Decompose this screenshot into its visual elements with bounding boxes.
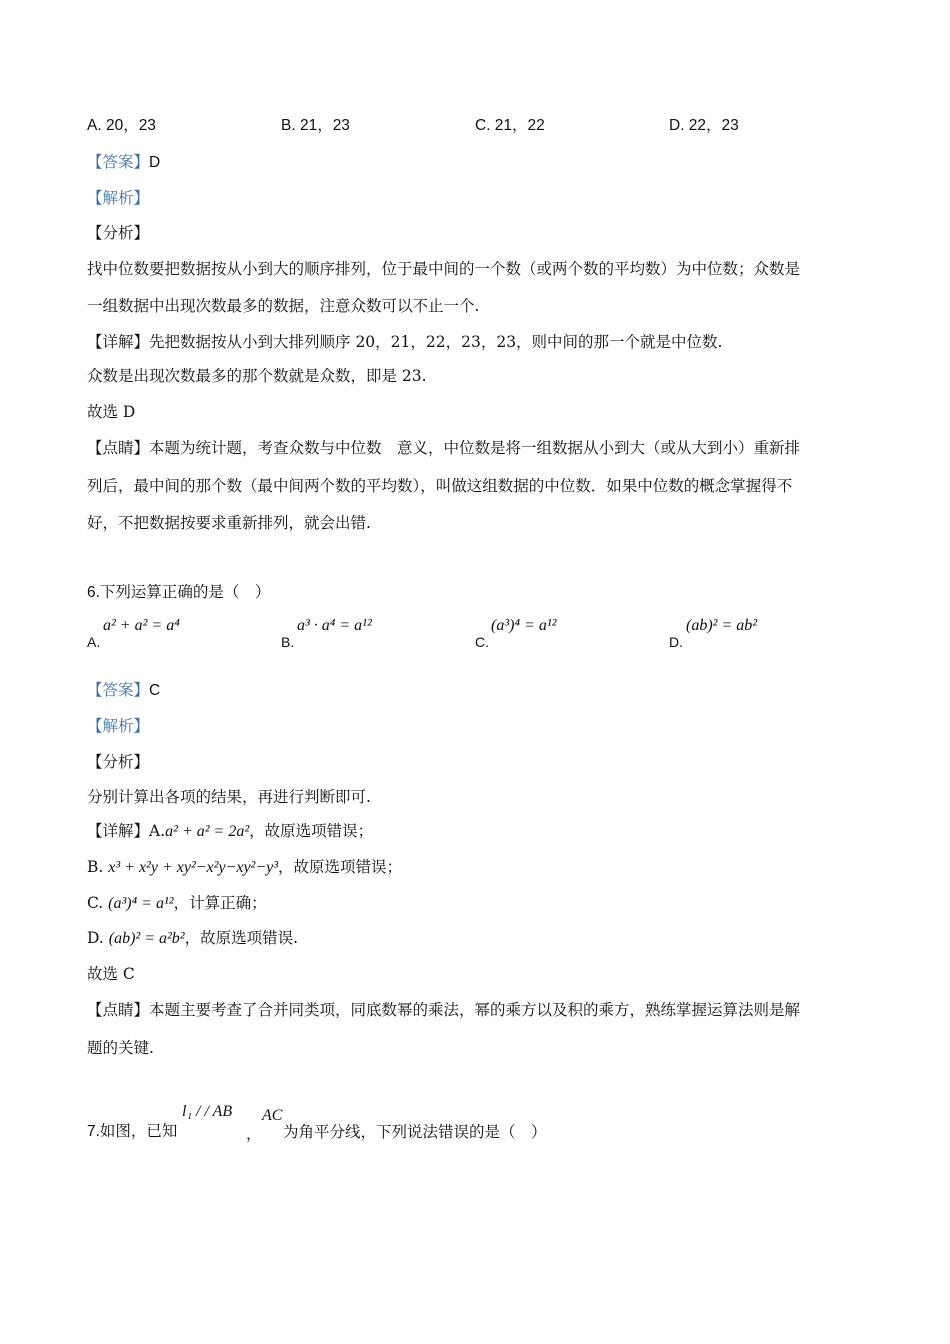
answer-tag: 【答案】 (87, 153, 150, 171)
dianjing-tag: 【点睛】 (87, 1001, 150, 1019)
q6-fenxi-text: 分别计算出各项的结果，再进行判断即可. (87, 788, 371, 806)
q6-option-b-label: B. (281, 634, 295, 650)
q7-prefix: 7.如图，已知 (87, 1123, 178, 1140)
q5-option-a: A. 20，23 (87, 117, 156, 134)
q6-dianjing (87, 1000, 800, 1020)
answer-value: C (149, 682, 161, 699)
item-math: (ab)² = a²b² (108, 930, 185, 947)
q6-option-c-label: C. (475, 634, 489, 650)
q5-choice: 故选 D (87, 403, 136, 421)
q5-dianjing-line3: 好，不把数据按要求重新排列，就会出错. (87, 514, 371, 532)
q5-dianjing (87, 438, 800, 458)
xiangjie-tag: 【详解】 (87, 822, 150, 840)
xiangjie-tag: 【详解】 (87, 333, 150, 351)
q5-option-d: D. 22，23 (669, 117, 739, 134)
q6-answer (87, 680, 160, 701)
item-math: a² + a² = 2a² (165, 823, 250, 840)
q6-xiangjie-c (87, 893, 267, 914)
q5-xiangjie-line2: 众数是出现次数最多的那个数就是众数，即是 23. (87, 367, 427, 385)
q5-dianjing-line2: 列后，最中间的那个数（最中间两个数的平均数），叫做这组数据的中位数．如果中位数的概念掌握得不 (87, 477, 793, 495)
item-prefix: A. (149, 822, 166, 840)
q5-fenxi-line2: 一组数据中出现次数最多的数据，注意众数可以不止一个. (87, 297, 480, 315)
q5-option-b: B. 21，23 (281, 117, 350, 134)
q6-stem: 6.下列运算正确的是（ ） (87, 584, 271, 601)
item-math: (a³)⁴ = a¹² (108, 895, 174, 912)
q6-option-a-math: a² + a² = a⁴ (103, 617, 180, 634)
q6-xiangjie-a (87, 821, 373, 842)
item-prefix: D. (87, 929, 109, 947)
q6-fenxi-tag: 【分析】 (87, 753, 150, 771)
q5-fenxi-tag: 【分析】 (87, 224, 150, 242)
item-math: x³ + x²y + xy²−x²y−xy²−y³ (108, 859, 279, 876)
item-prefix: C. (87, 894, 109, 912)
q6-option-d-label: D. (669, 634, 683, 650)
item-suffix: ，故原选项错误. (184, 929, 299, 947)
q6-jiexi-tag: 【解析】 (87, 717, 150, 735)
q5-jiexi-tag: 【解析】 (87, 189, 150, 207)
xiangjie-text: 先把数据按从小到大排列顺序 20，21，22，23，23，则中间的那一个就是中位数. (149, 333, 723, 351)
q6-option-c-math: (a³)⁴ = a¹² (491, 617, 557, 634)
q6-xiangjie-d (87, 928, 298, 949)
q5-answer (87, 152, 160, 173)
q6-option-d-math: (ab)² = ab² (686, 617, 758, 634)
dianjing-text: 本题为统计题，考查众数与中位数 意义，中位数是将一组数据从小到大（或从大到小）重新排 (149, 439, 801, 457)
dianjing-tag: 【点睛】 (87, 439, 150, 457)
item-suffix: ，计算正确； (173, 894, 267, 912)
q6-dianjing-line2: 题的关键. (87, 1039, 154, 1057)
answer-value: D (149, 154, 161, 171)
item-prefix: B. (87, 858, 109, 876)
q7-math-ac: AC (262, 1107, 283, 1124)
q7-comma: ， (246, 1125, 262, 1143)
q5-option-c: C. 21，22 (475, 117, 545, 134)
q7-suffix: 为角平分线，下列说法错误的是（ ） (283, 1123, 547, 1141)
dianjing-text: 本题主要考查了合并同类项，同底数幂的乘法，幂的乘方以及积的乘方，熟练掌握运算法则是解 (149, 1001, 801, 1019)
q6-option-a-label: A. (87, 634, 101, 650)
q6-xiangjie-b (87, 857, 402, 878)
q6-choice: 故选 C (87, 965, 135, 983)
q6-option-b-math: a³ · a⁴ = a¹² (297, 617, 372, 634)
answer-tag: 【答案】 (87, 681, 150, 699)
item-suffix: ，故原选项错误； (249, 822, 374, 840)
q5-xiangjie (87, 332, 723, 352)
item-suffix: ，故原选项错误； (278, 858, 403, 876)
q7-math-parallel: l₁ / / AB (182, 1103, 233, 1120)
q5-fenxi-line1: 找中位数要把数据按从小到大的顺序排列，位于最中间的一个数（或两个数的平均数）为中位数；众数是 (87, 260, 801, 278)
